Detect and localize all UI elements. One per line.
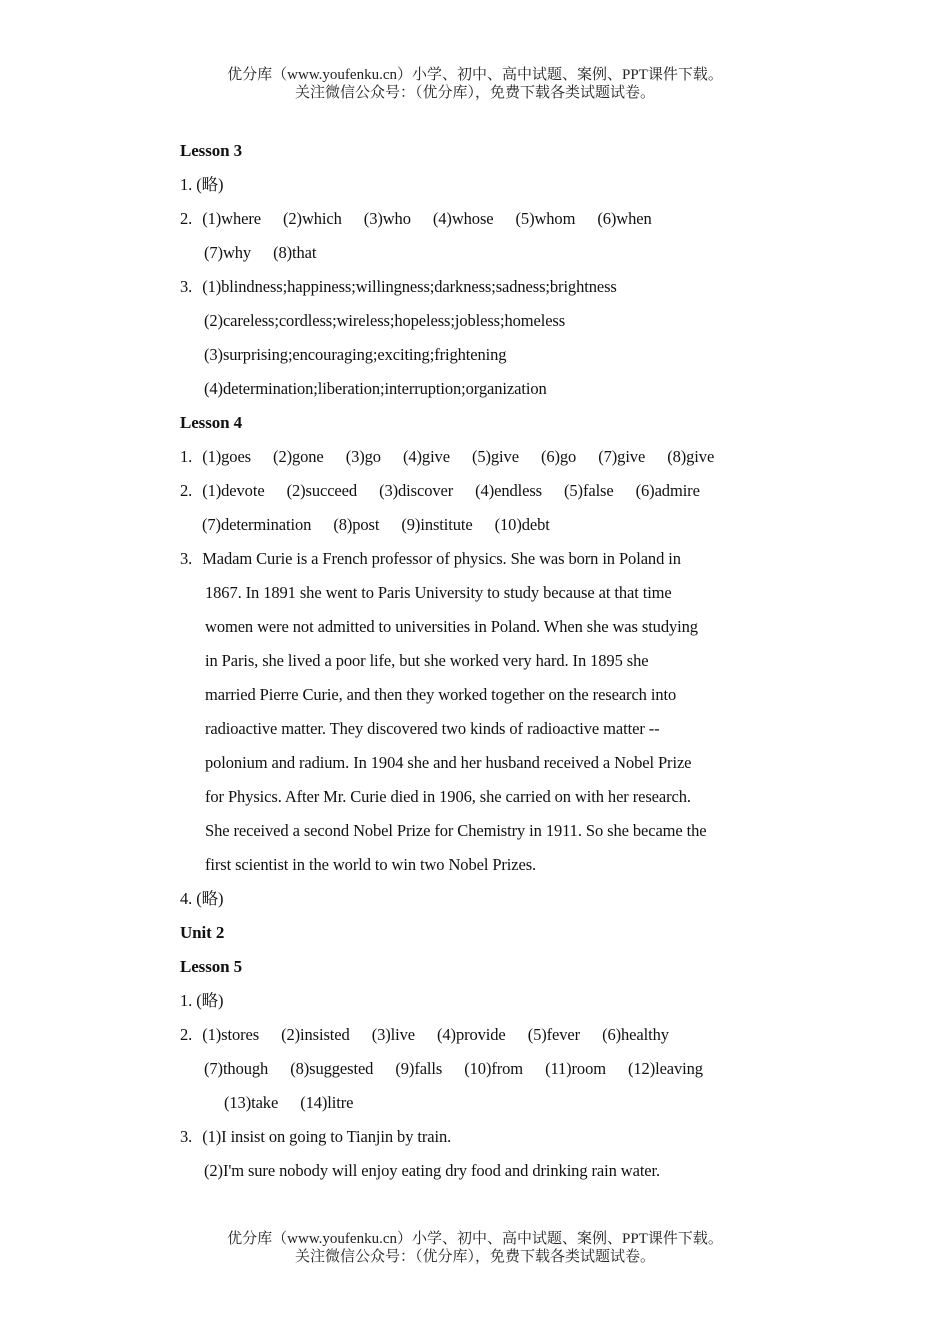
answer-item: (5)false — [564, 481, 614, 500]
l4-q4: 4. (略) — [180, 889, 224, 908]
answer-key — [180, 134, 760, 1188]
l5-q2-row3 — [180, 1086, 760, 1120]
lesson-3-title: Lesson 3 — [180, 141, 243, 160]
l4-q1 — [180, 440, 760, 474]
question-number: 3. — [180, 549, 193, 568]
answer-item: (1)goes — [202, 447, 252, 466]
answer-item: (2)insisted — [281, 1025, 350, 1044]
answer-item: (1)where — [202, 209, 261, 228]
answer-item: (9)institute — [401, 515, 473, 534]
paragraph-line: for Physics. After Mr. Curie died in 1906, she carried on with her research. — [205, 787, 691, 806]
answer-item: (6)go — [540, 447, 577, 466]
answer-item: (6)healthy — [602, 1025, 669, 1044]
watermark-line: 优分库（www.youfenku.cn）小学、初中、高中试题、案例、PPT课件下载。 — [227, 67, 723, 83]
l3-q3-line3: (3)surprising;encouraging;exciting;frightening — [204, 345, 507, 364]
answer-item: (6)admire — [635, 481, 700, 500]
l4-q2-row2 — [180, 508, 760, 542]
paragraph-line: She received a second Nobel Prize for Chemistry in 1911. So she became the — [205, 821, 707, 840]
watermark-line: 优分库（www.youfenku.cn）小学、初中、高中试题、案例、PPT课件下载。 — [227, 1231, 723, 1247]
answer-item: (3)who — [363, 209, 411, 228]
paragraph-line: in Paris, she lived a poor life, but she worked very hard. In 1895 she — [205, 651, 649, 670]
answer-item: (10)debt — [494, 515, 550, 534]
question-number: 3. — [180, 277, 193, 296]
answer-item: (9)falls — [395, 1059, 443, 1078]
l5-q1: 1. (略) — [180, 991, 224, 1010]
l3-q2-row1 — [180, 202, 760, 236]
answer-item: (8)that — [273, 243, 317, 262]
watermark-header — [0, 66, 950, 102]
answer-item: (5)give — [471, 447, 519, 466]
l4-q2-row1 — [180, 474, 760, 508]
answer-item: (4)provide — [437, 1025, 506, 1044]
l5-q2-row2 — [180, 1052, 760, 1086]
lesson-5-title: Lesson 5 — [180, 957, 243, 976]
l3-q2-row2 — [180, 236, 760, 270]
l3-q3-line4: (4)determination;liberation;interruption;organization — [204, 379, 547, 398]
answer-item: (1)stores — [202, 1025, 260, 1044]
question-number: 2. — [180, 209, 193, 228]
answer-item: (7)determination — [202, 515, 312, 534]
answer-item: (13)take — [224, 1093, 279, 1112]
answer-item: (7)why — [204, 243, 252, 262]
answer-item: (2)gone — [273, 447, 324, 466]
l4-q3-line1 — [180, 542, 760, 576]
question-number: 3. — [180, 1127, 193, 1146]
l5-q3-line2: (2)I'm sure nobody will enjoy eating dry food and drinking rain water. — [204, 1161, 661, 1180]
answer-item: (4)endless — [475, 481, 542, 500]
paragraph-line: first scientist in the world to win two Nobel Prizes. — [205, 855, 537, 874]
answer-item: (3)go — [345, 447, 381, 466]
answer-item: (12)leaving — [628, 1059, 703, 1078]
unit-2-title: Unit 2 — [180, 923, 225, 942]
watermark-footer — [0, 1230, 950, 1266]
l3-q3-line1 — [180, 270, 760, 304]
answer-item: (2)succeed — [286, 481, 358, 500]
answer-item: (8)post — [333, 515, 380, 534]
answer-item: (1)devote — [202, 481, 265, 500]
watermark-line: 关注微信公众号：（优分库），免费下载各类试题试卷。 — [294, 1249, 655, 1265]
question-number: 1. — [180, 447, 193, 466]
question-number: 2. — [180, 481, 193, 500]
paragraph-line: polonium and radium. In 1904 she and her husband received a Nobel Prize — [205, 753, 692, 772]
answer-text: (1)blindness;happiness;willingness;darkness;sadness;brightness — [202, 277, 617, 296]
lesson-4-title: Lesson 4 — [180, 413, 243, 432]
answer-item: (3)live — [371, 1025, 415, 1044]
l3-q3-line2: (2)careless;cordless;wireless;hopeless;jobless;homeless — [204, 311, 566, 330]
answer-item: (5)whom — [515, 209, 576, 228]
answer-item: (5)fever — [527, 1025, 581, 1044]
paragraph-line: women were not admitted to universities in Poland. When she was studying — [205, 617, 698, 636]
paragraph-line: married Pierre Curie, and then they worked together on the research into — [205, 685, 677, 704]
answer-item: (6)when — [597, 209, 652, 228]
answer-item: (4)whose — [432, 209, 494, 228]
paragraph-line: Madam Curie is a French professor of physics. She was born in Poland in — [202, 549, 681, 568]
watermark-line: 关注微信公众号：（优分库），免费下载各类试题试卷。 — [294, 85, 655, 101]
paragraph-line: 1867. In 1891 she went to Paris University to study because at that time — [205, 583, 672, 602]
answer-item: (3)discover — [379, 481, 454, 500]
l3-q1: 1. (略) — [180, 175, 224, 194]
answer-item: (11)room — [545, 1059, 606, 1078]
paragraph-line: radioactive matter. They discovered two kinds of radioactive matter -- — [205, 719, 660, 738]
answer-item: (10)from — [464, 1059, 524, 1078]
l5-q3-line1 — [180, 1120, 760, 1154]
question-number: 2. — [180, 1025, 193, 1044]
l5-q2-row1 — [180, 1018, 760, 1052]
answer-item: (2)which — [283, 209, 342, 228]
answer-item: (7)give — [598, 447, 646, 466]
answer-item: (4)give — [402, 447, 450, 466]
answer-item: (8)give — [667, 447, 715, 466]
answer-item: (7)though — [204, 1059, 269, 1078]
answer-item: (14)litre — [300, 1093, 354, 1112]
answer-item: (8)suggested — [290, 1059, 374, 1078]
answer-text: (1)I insist on going to Tianjin by train. — [202, 1127, 452, 1146]
